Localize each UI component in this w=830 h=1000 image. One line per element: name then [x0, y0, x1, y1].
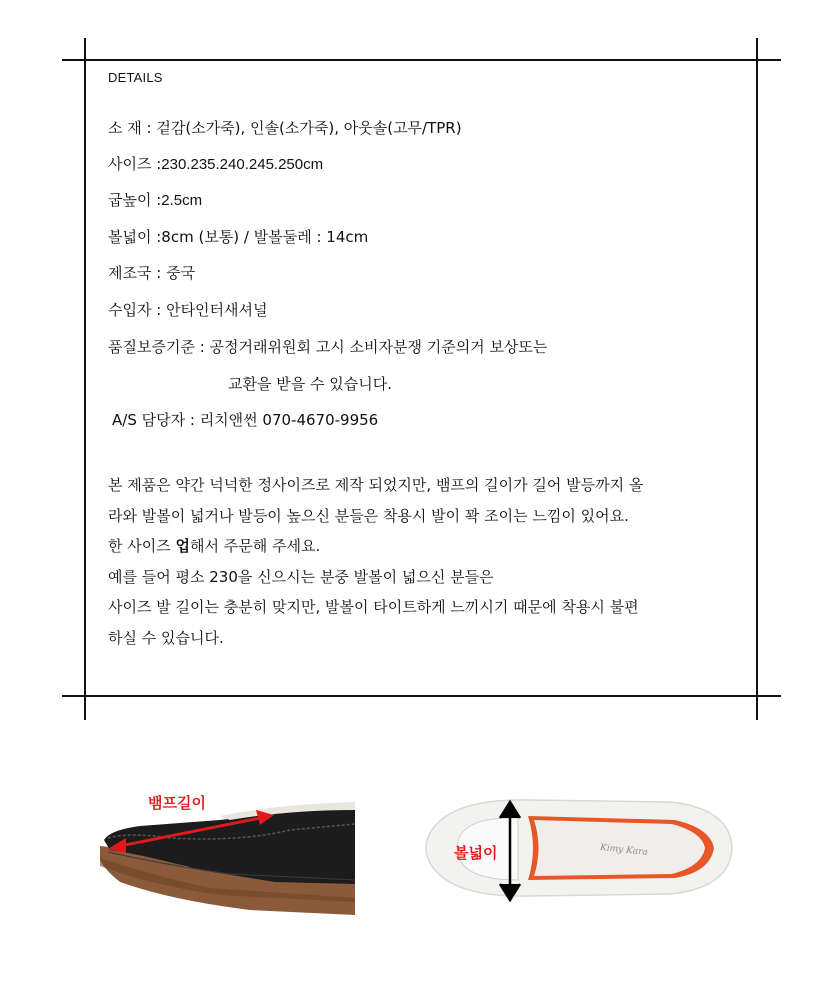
- desc-emphasis: 업: [175, 537, 190, 555]
- spec-value: 230.235.240.245.250cm: [161, 156, 324, 173]
- desc-text: 해서 주문해 주세요.: [190, 537, 321, 555]
- spec-origin: [108, 263, 195, 283]
- desc-text: 한 사이즈: [108, 537, 176, 555]
- desc-line: [108, 531, 758, 562]
- spec-warranty: [108, 337, 547, 357]
- spec-material: [108, 118, 462, 138]
- desc-line: 본 제품은 약간 넉넉한 정사이즈로 제작 되었지만, 뱀프의 길이가 길어 발등까지 올: [108, 476, 644, 494]
- ball-width-label: 볼넓이: [454, 844, 498, 862]
- spec-value: 안타인터새셔널: [166, 301, 268, 319]
- details-title: DETAILS: [108, 70, 163, 85]
- desc-line: 하실 수 있습니다.: [108, 628, 224, 647]
- spec-label: 제조국 :: [108, 264, 162, 282]
- spec-as-contact: [112, 410, 378, 430]
- spec-label: 볼넓이 :: [108, 228, 162, 246]
- frame-top-line: [62, 59, 781, 61]
- black-shoe-illustration: [100, 780, 356, 918]
- vamp-length-photo: [100, 780, 356, 918]
- spec-label: 품질보증기준 :: [108, 338, 205, 356]
- spec-value: 8cm (보통) / 발볼둘레 : 14cm: [161, 228, 369, 246]
- spec-size: [108, 154, 323, 175]
- spec-label: A/S 담당자 :: [112, 411, 195, 429]
- vamp-length-label: 뱀프길이: [148, 794, 206, 812]
- spec-warranty-cont: [228, 374, 392, 394]
- spec-value: 공정거래위원회 고시 소비자분쟁 기준의거 보상또는: [209, 338, 548, 356]
- insole-brand-text: Kimy Kara: [599, 842, 649, 858]
- spec-importer: [108, 300, 268, 320]
- spec-value: 중국: [166, 264, 196, 282]
- spec-value: 교환을 받을 수 있습니다.: [228, 375, 392, 393]
- spec-label: 굽높이 :: [108, 191, 162, 209]
- spec-width: [108, 227, 368, 247]
- frame-bottom-line: [62, 695, 781, 697]
- spec-value: 2.5cm: [161, 192, 203, 209]
- desc-line: 라와 발볼이 넓거나 발등이 높으신 분들은 착용시 발이 꽉 조이는 느낌이 있어요.: [108, 506, 629, 525]
- spec-label: 사이즈 :: [108, 155, 162, 173]
- spec-heel-height: [108, 190, 202, 211]
- desc-line: 예를 들어 평소 230을 신으시는 분중 발볼이 넓으신 분들은: [108, 567, 494, 586]
- frame-left-line: [84, 38, 86, 720]
- desc-line: 사이즈 발 길이는 충분히 맞지만, 발볼이 타이트하게 느끼시기 때문에 착용시 불편: [108, 598, 639, 616]
- spec-value: 겉감(소가죽), 인솔(소가죽), 아웃솔(고무/TPR): [156, 119, 462, 137]
- spec-label: 수입자 :: [108, 301, 162, 319]
- spec-label: 소 재 :: [108, 119, 152, 137]
- spec-value: 리치앤썬 070-4670-9956: [199, 411, 379, 429]
- fit-description: [108, 470, 758, 653]
